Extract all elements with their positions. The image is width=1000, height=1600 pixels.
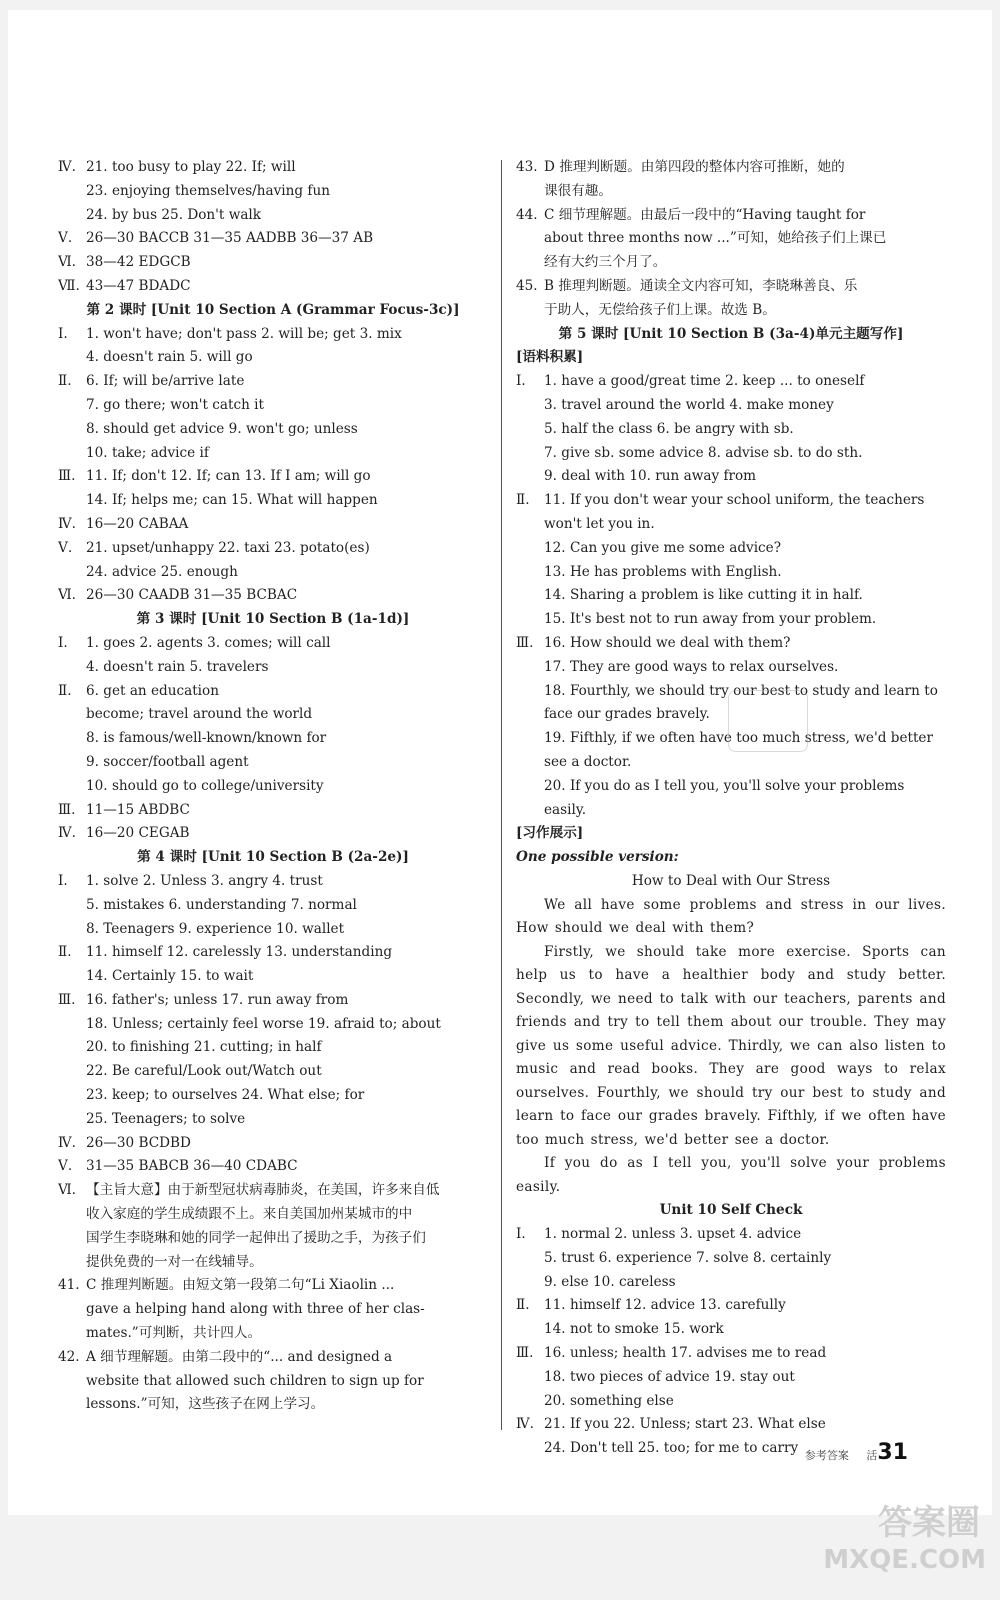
- answer-text: 15. It's best not to run away from your problem.: [544, 611, 877, 628]
- answer-line: [58, 989, 488, 1013]
- section-numeral: Ⅱ.: [516, 1297, 530, 1314]
- answer-line: [58, 227, 488, 251]
- answer-text: 1. normal 2. unless 3. upset 4. advice: [544, 1226, 802, 1242]
- question-line: [58, 1322, 488, 1346]
- answer-text: 20. to finishing 21. cutting; in half: [86, 1039, 322, 1056]
- answer-line: [516, 608, 946, 632]
- answer-line: [58, 561, 488, 585]
- answer-text: 26—30 BCDBD: [86, 1134, 191, 1151]
- answer-line: [516, 394, 946, 418]
- answer-text: 8. Teenagers 9. experience 10. wallet: [86, 920, 345, 937]
- answer-line: [58, 1155, 488, 1179]
- answer-text: 26—30 CAADB 31—35 BCBAC: [86, 587, 298, 604]
- answer-text: 9. soccer/football agent: [86, 753, 249, 770]
- answer-text: 19. Fifthly, if we often have too much stress, we'd better: [544, 730, 933, 747]
- answer-text: face our grades bravely.: [544, 706, 710, 723]
- question-explanation: website that allowed such children to sign up for: [86, 1372, 424, 1389]
- summary-text: 提供免费的一对一在线辅导。: [86, 1253, 263, 1270]
- section-numeral: Ⅱ.: [58, 373, 72, 390]
- question-line: [516, 180, 946, 204]
- section-numeral: Ⅱ.: [516, 492, 530, 509]
- stamp-watermark: [728, 690, 808, 752]
- answer-line: [516, 489, 946, 513]
- answer-text: 1. have a good/great time 2. keep ... to oneself: [544, 373, 865, 390]
- section-numeral: Ⅱ.: [58, 944, 72, 961]
- answer-text: 20. something else: [544, 1392, 674, 1409]
- answer-line: [516, 1390, 946, 1414]
- answer-line: [516, 465, 946, 489]
- answer-line: [58, 1036, 488, 1060]
- question-explanation: C 细节理解题。由最后一段中的“Having taught for: [544, 206, 866, 223]
- page-number: 31: [877, 1440, 908, 1465]
- summary-line: [58, 1227, 488, 1251]
- answer-page: [8, 10, 992, 1515]
- footer-label: 参考答案: [804, 1449, 849, 1462]
- section-numeral: Ⅲ.: [516, 1344, 534, 1361]
- answer-text: 18. Unless; certainly feel worse 19. afraid to; about: [86, 1015, 441, 1032]
- question-explanation: 经有大约三个月了。: [544, 254, 667, 271]
- answer-text: 8. is famous/well-known/known for: [86, 730, 327, 747]
- answer-line: [516, 1413, 946, 1437]
- answer-line: [516, 632, 946, 656]
- answer-text: 10. take; advice if: [86, 444, 209, 461]
- section-numeral: Ⅵ.: [58, 254, 76, 271]
- answer-line: [58, 656, 488, 680]
- question-line: [516, 275, 946, 299]
- answer-line: [58, 894, 488, 918]
- answer-text: 11. If you don't wear your school uniform, the teachers: [544, 492, 925, 509]
- answer-text: 16. father's; unless 17. run away from: [86, 991, 349, 1008]
- section-numeral: Ⅴ.: [58, 1158, 73, 1175]
- section-numeral: Ⅳ.: [58, 825, 76, 842]
- question-line: [516, 204, 946, 228]
- answer-text: 12. Can you give me some advice?: [544, 539, 782, 556]
- answer-text: 16. unless; health 17. advises me to read: [544, 1344, 827, 1361]
- answer-text: 16—20 CABAA: [86, 515, 189, 532]
- question-line: [58, 1346, 488, 1370]
- answer-text: 5. half the class 6. be angry with sb.: [544, 420, 794, 437]
- answer-line: [58, 537, 488, 561]
- answer-text: 11. himself 12. carelessly 13. understanding: [86, 944, 393, 961]
- section-numeral: Ⅲ.: [58, 468, 76, 485]
- answer-text: 21. upset/unhappy 22. taxi 23. potato(es): [86, 539, 370, 556]
- self-check-heading: Unit 10 Self Check: [659, 1202, 803, 1219]
- answer-text: 3. travel around the world 4. make money: [544, 396, 834, 413]
- section-numeral: Ⅶ.: [58, 277, 80, 294]
- answer-line: [516, 584, 946, 608]
- answer-text: 6. get an education: [86, 682, 219, 699]
- answer-line: [516, 1247, 946, 1271]
- question-number: 44.: [516, 206, 538, 223]
- answer-text: 11. himself 12. advice 13. carefully: [544, 1297, 786, 1314]
- answer-text: 21. If you 22. Unless; start 23. What else: [544, 1416, 826, 1433]
- right-column: [516, 156, 946, 1461]
- question-line: [58, 1393, 488, 1417]
- answer-text: 4. doesn't rain 5. travelers: [86, 658, 269, 675]
- column-divider: [501, 160, 502, 1430]
- answer-line: [516, 442, 946, 466]
- essay-paragraph: Firstly, we should take more exercise. Sports can help us to have a healthier body and study better. Secondly, we need to talk with our teachers, parents and friends and try to tell them about our trouble. They may give us some useful advice. Thirdly, we can also listen to music and read books. They are good ways to relax ourselves. Fourthly, we should try our best to study and learn to face our grades bravely. Fifthly, if we often have too much stress, we'd better see a doctor.: [516, 943, 946, 1148]
- summary-text: 收入家庭的学生成绩跟不上。来自美国加州某城市的中: [86, 1206, 413, 1223]
- summary-text: 【主旨大意】由于新型冠状病毒肺炎，在美国，许多来自低: [86, 1182, 440, 1199]
- answer-line: [58, 1084, 488, 1108]
- question-line: [516, 299, 946, 323]
- section-numeral: Ⅵ.: [58, 587, 76, 604]
- answer-line: [58, 156, 488, 180]
- question-explanation: A 细节理解题。由第二段中的“... and designed a: [86, 1348, 393, 1365]
- summary-line: [58, 1203, 488, 1227]
- answer-line: [516, 799, 946, 823]
- possible-version-label: One possible version:: [516, 849, 679, 866]
- essay-paragraph: If you do as I tell you, you'll solve your problems easily.: [516, 1155, 946, 1195]
- answer-text: 17. They are good ways to relax ourselves.: [544, 658, 839, 675]
- lesson-heading: 第 3 课时 [Unit 10 Section B (1a-1d)]: [136, 611, 410, 628]
- answer-text: 38—42 EDGCB: [86, 254, 191, 271]
- question-explanation: 课很有趣。: [544, 182, 612, 199]
- essay-title: How to Deal with Our Stress: [631, 872, 831, 889]
- answer-line: [58, 799, 488, 823]
- answer-text: 6. If; will be/arrive late: [86, 373, 245, 390]
- section-numeral: Ⅴ.: [58, 230, 73, 247]
- answer-line: [58, 703, 488, 727]
- answer-line: [58, 775, 488, 799]
- question-explanation: mates.”可判断，共计四人。: [86, 1325, 262, 1342]
- answer-text: 14. Sharing a problem is like cutting it in half.: [544, 587, 863, 604]
- left-column: [58, 156, 488, 1417]
- answer-line: [58, 965, 488, 989]
- answer-line: [516, 1342, 946, 1366]
- section-numeral: Ⅲ.: [516, 634, 534, 651]
- answer-line: [58, 180, 488, 204]
- answer-text: 14. Certainly 15. to wait: [86, 968, 254, 985]
- question-number: 41.: [58, 1277, 80, 1294]
- question-line: [58, 1274, 488, 1298]
- lesson-heading: 第 4 课时 [Unit 10 Section B (2a-2e)]: [137, 849, 409, 866]
- answer-line: [58, 251, 488, 275]
- section-numeral: Ⅰ.: [58, 325, 68, 342]
- answer-text: 1. solve 2. Unless 3. angry 4. trust: [86, 872, 323, 889]
- footer-prefix: 活: [866, 1449, 878, 1462]
- answer-text: 8. should get advice 9. won't go; unless: [86, 420, 358, 437]
- question-explanation: C 推理判断题。由短文第一段第二句“Li Xiaolin ...: [86, 1277, 395, 1294]
- section-numeral: Ⅰ.: [516, 1226, 526, 1242]
- answer-line: [516, 1318, 946, 1342]
- answer-line: [516, 418, 946, 442]
- vocab-label: [语料积累]: [516, 349, 584, 366]
- question-explanation: gave a helping hand along with three of her clas-: [86, 1301, 425, 1318]
- answer-text: 10. should go to college/university: [86, 777, 324, 794]
- answer-line: [516, 537, 946, 561]
- section-numeral: Ⅳ.: [516, 1416, 534, 1433]
- answer-text: 25. Teenagers; to solve: [86, 1110, 246, 1127]
- section-numeral: Ⅲ.: [58, 991, 76, 1008]
- answer-text: 23. enjoying themselves/having fun: [86, 182, 330, 199]
- question-line: [58, 1298, 488, 1322]
- section-numeral: Ⅰ.: [58, 872, 68, 889]
- answer-text: 21. too busy to play 22. If; will: [86, 159, 296, 175]
- question-explanation: D 推理判断题。由第四段的整体内容可推断，她的: [544, 159, 845, 175]
- answer-line: [58, 632, 488, 656]
- section-numeral: Ⅳ.: [58, 515, 76, 532]
- answer-line: [58, 680, 488, 704]
- answer-line: [58, 204, 488, 228]
- answer-text: 14. If; helps me; can 15. What will happen: [86, 492, 378, 509]
- section-numeral: Ⅰ.: [58, 634, 68, 651]
- answer-line: [516, 561, 946, 585]
- question-line: [516, 156, 946, 180]
- answer-line: [516, 751, 946, 775]
- answer-line: [58, 465, 488, 489]
- answer-text: 18. Fourthly, we should try our best to study and learn to: [544, 682, 938, 699]
- answer-line: [516, 370, 946, 394]
- section-numeral: Ⅴ.: [58, 539, 73, 556]
- lesson-heading: 第 2 课时 [Unit 10 Section A (Grammar Focus-3c)]: [86, 301, 460, 318]
- answer-text: 1. won't have; don't pass 2. will be; get 3. mix: [86, 325, 402, 342]
- answer-text: see a doctor.: [544, 753, 632, 770]
- answer-line: [516, 1366, 946, 1390]
- question-line: [516, 227, 946, 251]
- answer-text: 11. If; don't 12. If; can 13. If I am; will go: [86, 468, 371, 485]
- answer-line: [58, 323, 488, 347]
- answer-text: 9. deal with 10. run away from: [544, 468, 757, 485]
- answer-line: [516, 1271, 946, 1295]
- answer-text: won't let you in.: [544, 515, 655, 532]
- section-numeral: Ⅳ.: [58, 1134, 76, 1151]
- answer-text: 9. else 10. careless: [544, 1273, 676, 1290]
- watermark-site: MXQE.COM: [823, 1545, 986, 1575]
- answer-text: 22. Be careful/Look out/Watch out: [86, 1063, 322, 1080]
- answer-line: [58, 751, 488, 775]
- answer-line: [58, 941, 488, 965]
- answer-text: 16—20 CEGAB: [86, 825, 190, 842]
- answer-line: [58, 1013, 488, 1037]
- answer-text: 24. Don't tell 25. too; for me to carry: [544, 1440, 799, 1457]
- answer-line: [58, 275, 488, 299]
- summary-text: 国学生李晓琳和她的同学一起伸出了援助之手，为孩子们: [86, 1229, 426, 1246]
- answer-text: 23. keep; to ourselves 24. What else; for: [86, 1087, 365, 1104]
- page-footer: [805, 1440, 908, 1465]
- answer-text: 1. goes 2. agents 3. comes; will call: [86, 634, 331, 651]
- essay-paragraph: We all have some problems and stress in our lives. How should we deal with them?: [516, 896, 946, 937]
- answer-text: 5. trust 6. experience 7. solve 8. certainly: [544, 1249, 832, 1266]
- watermark-brand: 答案圈: [878, 1503, 980, 1543]
- answer-line: [58, 418, 488, 442]
- question-number: 45.: [516, 277, 538, 294]
- answer-line: [516, 1223, 946, 1247]
- answer-text: become; travel around the world: [86, 706, 313, 723]
- answer-text: 13. He has problems with English.: [544, 563, 782, 580]
- answer-line: [516, 1294, 946, 1318]
- answer-line: [58, 489, 488, 513]
- answer-text: 5. mistakes 6. understanding 7. normal: [86, 896, 357, 913]
- answer-line: [58, 394, 488, 418]
- answer-line: [58, 1108, 488, 1132]
- answer-text: 11—15 ABDBC: [86, 801, 190, 818]
- question-number: 43.: [516, 159, 538, 175]
- lesson-heading: 第 5 课时 [Unit 10 Section B (3a-4)单元主题写作]: [558, 325, 904, 342]
- answer-line: [58, 822, 488, 846]
- answer-text: 24. by bus 25. Don't walk: [86, 206, 262, 223]
- answer-text: 14. not to smoke 15. work: [544, 1321, 724, 1338]
- answer-text: 24. advice 25. enough: [86, 563, 238, 580]
- answer-text: 26—30 BACCB 31—35 AADBB 36—37 AB: [86, 230, 374, 247]
- answer-line: [58, 1132, 488, 1156]
- answer-line: [58, 1060, 488, 1084]
- summary-line: [58, 1251, 488, 1275]
- question-explanation: lessons.”可知，这些孩子在网上学习。: [86, 1396, 325, 1413]
- summary-line: [58, 1179, 488, 1203]
- answer-text: 16. How should we deal with them?: [544, 634, 791, 651]
- question-explanation: about three months now ...”可知，她给孩子们上课已: [544, 230, 887, 247]
- section-numeral: Ⅰ.: [516, 373, 526, 390]
- answer-line: [516, 775, 946, 799]
- answer-text: easily.: [544, 801, 587, 818]
- answer-line: [58, 918, 488, 942]
- answer-line: [58, 513, 488, 537]
- section-numeral: Ⅱ.: [58, 682, 72, 699]
- question-line: [516, 251, 946, 275]
- answer-line: [58, 346, 488, 370]
- section-numeral: Ⅲ.: [58, 801, 76, 818]
- section-numeral: Ⅵ.: [58, 1182, 76, 1199]
- answer-text: 7. go there; won't catch it: [86, 396, 264, 413]
- question-line: [58, 1370, 488, 1394]
- question-explanation: B 推理判断题。通读全文内容可知，李晓琳善良、乐: [544, 277, 858, 294]
- section-numeral: Ⅳ.: [58, 159, 76, 175]
- answer-text: 7. give sb. some advice 8. advise sb. to do sth.: [544, 444, 863, 461]
- answer-line: [58, 727, 488, 751]
- answer-line: [58, 870, 488, 894]
- answer-line: [58, 442, 488, 466]
- answer-text: 43—47 BDADC: [86, 277, 191, 294]
- answer-text: 4. doesn't rain 5. will go: [86, 349, 253, 366]
- answer-text: 31—35 BABCB 36—40 CDABC: [86, 1158, 298, 1175]
- question-explanation: 于助人，无偿给孩子们上课。故选 B。: [544, 301, 776, 318]
- answer-text: 20. If you do as I tell you, you'll solve your problems: [544, 777, 905, 794]
- question-number: 42.: [58, 1348, 80, 1365]
- answer-text: 18. two pieces of advice 19. stay out: [544, 1368, 795, 1385]
- writing-label: [习作展示]: [516, 825, 584, 842]
- answer-line: [516, 656, 946, 680]
- answer-line: [58, 370, 488, 394]
- answer-line: [58, 584, 488, 608]
- answer-line: [516, 513, 946, 537]
